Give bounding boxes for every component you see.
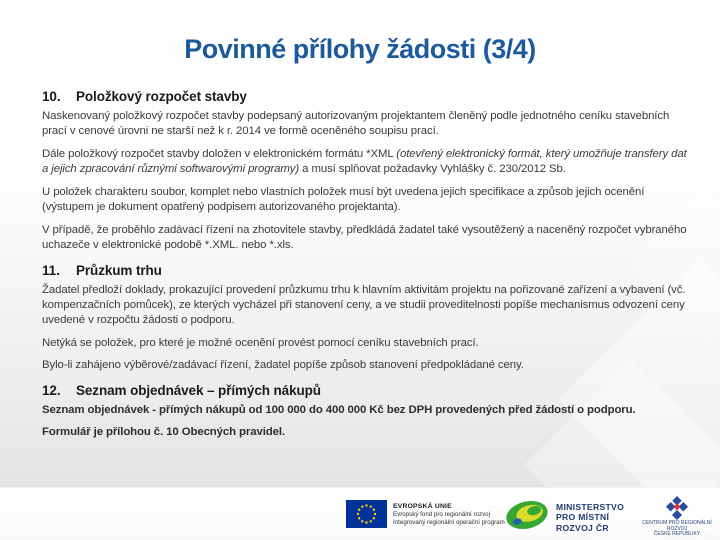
paragraph: Bylo-li zahájeno výběrové/zadávací řízení, žadatel popíše způsob stanovení předpokládané ceny. (42, 359, 524, 371)
mmr-ministry-caption (556, 502, 624, 533)
paragraph: Naskenovaný položkový rozpočet stavby podepsaný autorizovaným projektantem členěný podle jednotného ceníku stavebních prací v cenové úrovni ne starší než k r. 2014 ve formě oceněného soupisu prací. (42, 110, 670, 137)
section-10-heading (42, 88, 694, 105)
section-11-number: 11. (42, 263, 60, 278)
paragraph-italic-text: (otevřený elektronický formát, který umožňuje transfery dat a jejich zpracování různými softwarovými programy) (42, 148, 687, 175)
eu-text-line3: Integrovaný regionální operační program (393, 518, 505, 526)
section-12-number: 12. (42, 383, 61, 398)
eu-logo-caption (393, 503, 505, 526)
crr-logo-block (640, 496, 714, 538)
section-11-heading (42, 262, 694, 279)
mmr-text-line1: MINISTERSTVO (556, 502, 625, 512)
section-12-heading (42, 382, 694, 399)
mmr-swoosh-logo-icon (504, 499, 550, 531)
mmr-text-line2: PRO MÍSTNÍ (556, 512, 610, 523)
paragraph: V případě, že proběhlo zadávací řízení na zhotovitele stavby, předkládá žadatel také vysoutěžený a naceněný rozpočet vybraného uchazeče v elektronické podobě *.XML. nebo *.xls. (42, 224, 687, 251)
eu-flag-icon (346, 500, 387, 528)
paragraph: U položek charakteru soubor, komplet nebo vlastních položek musí být uvedena jejich specifikace a způsob jejich ocenění (výstupem je dokument opatřený podpisem autorizovaného projektanta). (42, 186, 645, 213)
crr-text-line1: CENTRUM PRO REGIONÁLNÍ ROZVOJ (642, 520, 712, 532)
paragraph-text: a musí splňovat požadavky Vyhlášky č. 230/2012 Sb. (299, 163, 566, 175)
paragraph-text: Dále položkový rozpočet stavby doložen v elektronickém formátu *XML (42, 148, 397, 160)
paragraph-bold: Seznam objednávek - přímých nákupů od 100 000 do 400 000 Kč bez DPH provedených před žádostí o podporu. (42, 404, 636, 416)
paragraph (42, 147, 694, 177)
mmr-text-line3: ROZVOJ ČR (556, 522, 609, 533)
section-10-title: Položkový rozpočet stavby (76, 89, 247, 104)
crr-caption (640, 521, 714, 538)
paragraph-bold: Formulář je přílohou č. 10 Obecných pravidel. (42, 426, 285, 438)
section-12-title: Seznam objednávek – přímých nákupů (76, 383, 321, 398)
section-10-number: 10. (42, 89, 61, 104)
crr-diamonds-logo-icon (664, 496, 690, 520)
crr-text-line2: ČESKÉ REPUBLIKY (653, 531, 701, 538)
page-title: Povinné přílohy žádosti (3/4) (184, 34, 536, 64)
section-11-title: Průzkum trhu (76, 263, 162, 278)
paragraph: Žadatel předloží doklady, prokazující provedení průzkumu trhu k hlavním aktivitám projektu na pořizované zařízení a vybavení (vč. kompenzačních pomůcek), ze kterých vycházel při stanovení ceny, a ve studii proveditelnosti popíše mechanismus odvození ceny uvedené v rozpočtu žádosti o podporu. (42, 284, 686, 326)
eu-text-line1: EVROPSKÁ UNIE (393, 503, 452, 510)
paragraph: Netýká se položek, pro které je možné ocenění provést pomocí ceníku stavebních prací. (42, 337, 479, 349)
eu-text-line2: Evropský fond pro regionální rozvoj (393, 511, 490, 518)
slide-body (42, 88, 694, 448)
